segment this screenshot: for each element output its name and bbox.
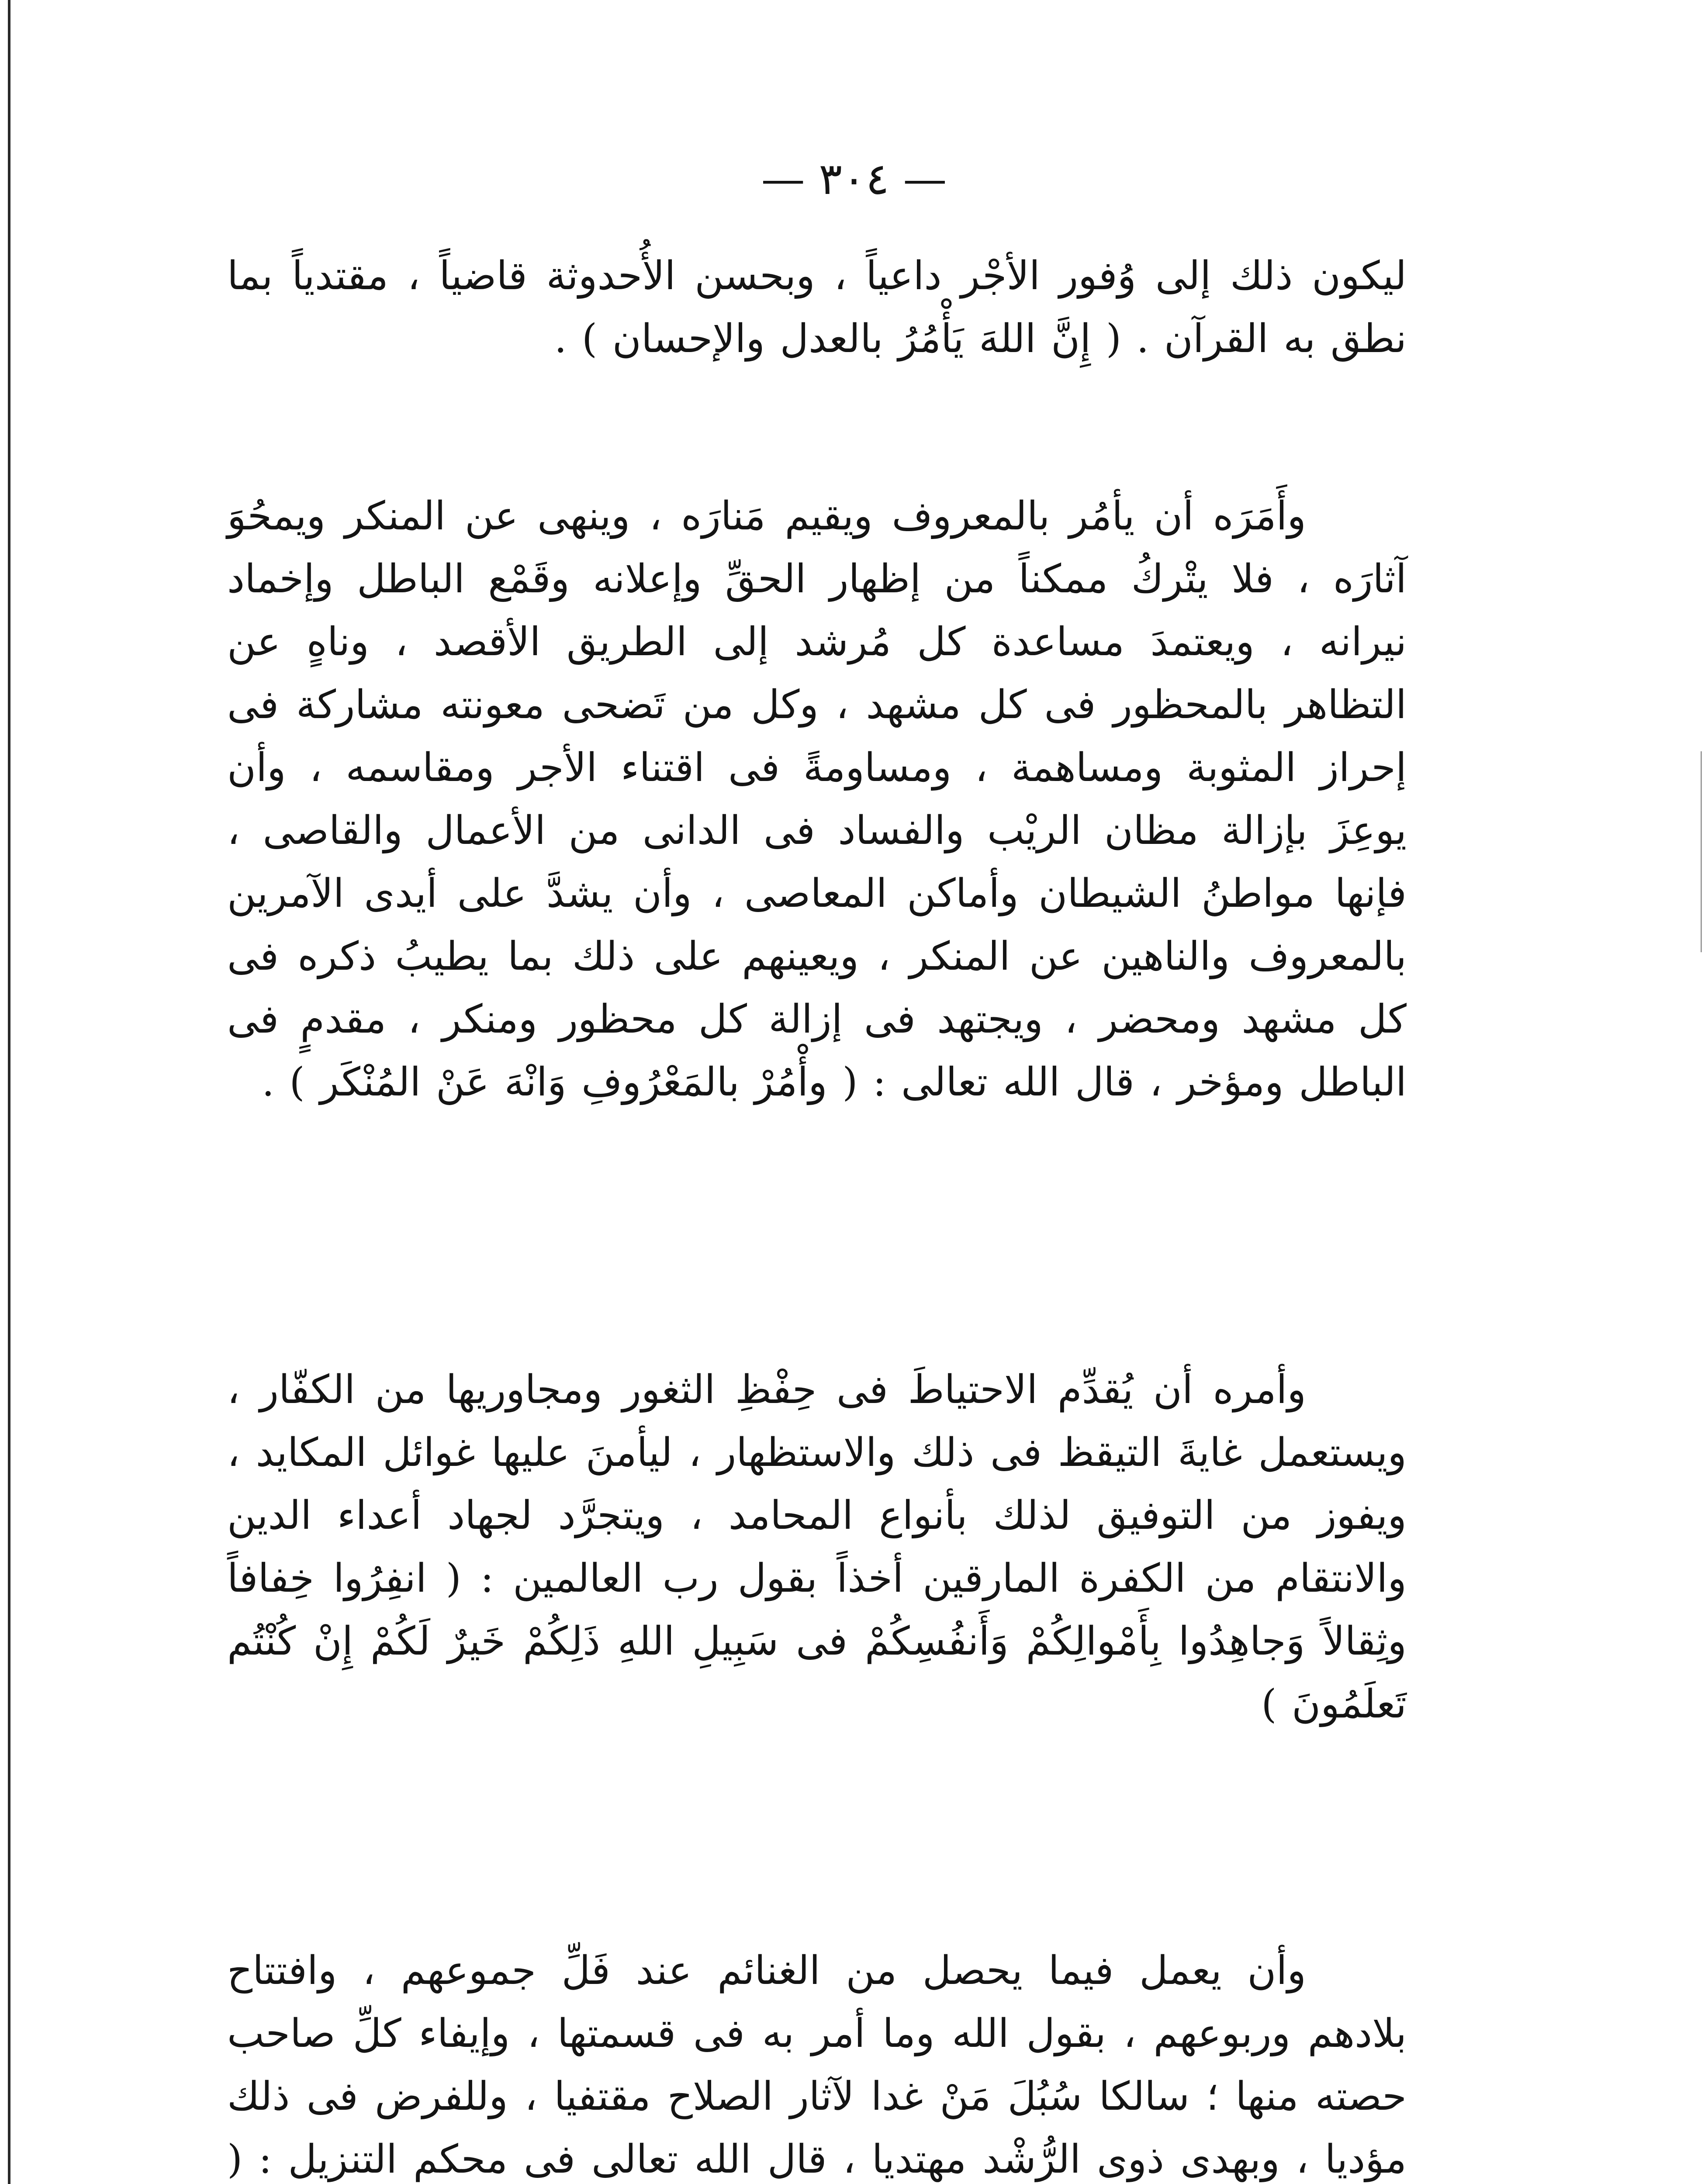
paragraph-2 bbox=[227, 485, 1407, 1114]
page-number: — ٣٠٤ — bbox=[761, 153, 947, 204]
paragraph-text: وأمره أن يُقدِّم الاحتياطَ فى حِفْظِ الثغور ومجاوريها من الكفّار ، ويستعمل غايةَ التيقظ فى ذلك والاستظهار ، ليأمنَ عليها غوائل المكايد ، ويفوز من التوفيق لذلك بأنواع المحامد ، ويتجرَّد لجهاد أعداء الدين والانتقام من الكفرة المارقين أخذاً بقول رب العالمين : ( انفِرُوا خِفافاً وثِقالاً وَجاهِدُوا بِأَمْوالِكُمْ وَأَنفُسِكُمْ فى سَبِيلِ اللهِ ذَلِكُمْ خَيرٌ لَكُمْ إِنْ كُنْتُم تَعلَمُونَ ) bbox=[227, 1367, 1407, 1727]
paragraph-text: وأَمَرَه أن يأمُر بالمعروف ويقيم مَنارَه ، وينهى عن المنكر ويمحُوَ آثارَه ، فلا يتْركُ ممكناً من إظهار الحقِّ وإعلانه وقَمْع الباطل وإخماد نيرانه ، ويعتمدَ مساعدة كل مُرشد إلى الطريق الأقصد ، وناهٍ عن التظاهر بالمحظور فى كل مشهد ، وكل من تَضحى معونته مشاركة فى إحراز المثوبة ومساهمة ، ومساومةً فى اقتناء الأجر ومقاسمه ، وأن يوعِزَ بإزالة مظان الريْب والفساد فى الدانى من الأعمال والقاصى ، فإنها مواطنُ الشيطان وأماكن المعاصى ، وأن يشدَّ على أيدى الآمرين بالمعروف والناهين عن المنكر ، ويعينهم على ذلك بما يطيبُ ذكره فى كل مشهد ومحضر ، ويجتهد فى إزالة كل محظور ومنكر ، مقدمٍ فى الباطل ومؤخر ، قال الله تعالى : ( وأْمُرْ بالمَعْرُوفِ وَانْهَ عَنْ المُنْكَر ) . bbox=[227, 493, 1407, 1105]
page-right-edge-mark bbox=[1701, 751, 1702, 952]
paragraph-1 bbox=[227, 245, 1407, 370]
paragraph-text: ليكون ذلك إلى وُفور الأجْر داعياً ، وبحسن الأُحدوثة قاضياً ، مقتدياً بما نطق به القرآن . ( إِنَّ اللهَ يَأْمُرُ بالعدل والإحسان ) . bbox=[227, 253, 1407, 362]
paragraph-4 bbox=[227, 1939, 1407, 2184]
paragraph-text: وأن يعمل فيما يحصل من الغنائم عند فَلِّ جموعهم ، وافتتاح بلادهم وربوعهم ، بقول الله وما أمر به فى قسمتها ، وإيفاء كلِّ صاحب حصته منها ؛ سالكا سُبُلَ مَنْ غدا لآثار الصلاح مقتفيا ، وللفرض فى ذلك مؤديا ، وبهدى ذوى الرُّشْد مهتديا ، قال الله تعالى فى محكم التنزيل : ( bbox=[227, 1948, 1407, 2182]
page-binding-edge bbox=[8, 0, 10, 2184]
paragraph-3 bbox=[227, 1358, 1407, 1736]
